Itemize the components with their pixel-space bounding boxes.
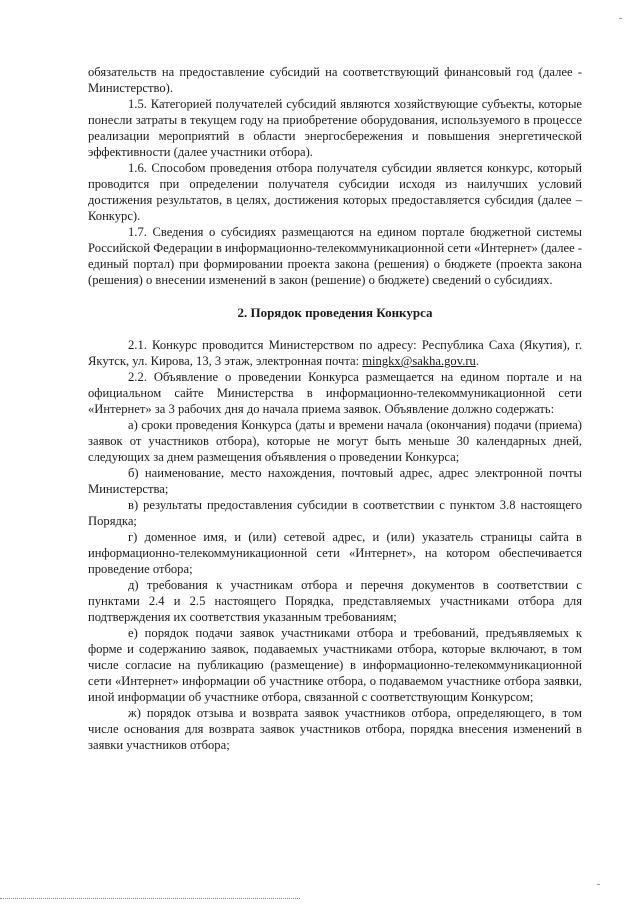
list-item-g: г) доменное имя, и (или) сетевой адрес, и (или) указатель страницы сайта в информационно-телекоммуникационной сети «Интернет», на котором обеспечивается проведение отбора; [88, 530, 582, 576]
paragraph-1-5: 1.5. Категорией получателей субсидий являются хозяйствующие субъекты, которые понесли затраты в текущем году на приобретение оборудования, используемого в процессе реализации мероприятий в области энергосбережения и повышения энергетической эффективности (далее участники отбора). [88, 97, 582, 159]
list-item-e: е) порядок подачи заявок участниками отбора и требований, предъявляемых к форме и содержанию заявок, подаваемых участниками отбора, которые включают, в том числе согласие на публикацию (размещение) в информационно-телекоммуникационной сети «Интернет» информации об участнике отбора, о подаваемом участнике отбора заявки, иной информации об участнике отбора, связанной с соответствующим Конкурсом; [88, 626, 582, 704]
paragraph-2-1-end: . [475, 354, 480, 368]
paragraph-continuation: обязательств на предоставление субсидий на соответствующий финансовый год (далее - Министерство). [88, 65, 582, 95]
scan-mark-bottom [597, 884, 600, 885]
list-item-d: д) требования к участникам отбора и перечня документов в соответствии с пунктами 2.4 и 2.5 настоящего Порядка, представляемых участниками отбора для подтверждения их соответствия указанным требованиям; [88, 578, 582, 624]
list-item-a: а) сроки проведения Конкурса (даты и времени начала (окончания) подачи (приема) заявок от участников отбора), которые не могут быть меньше 30 календарных дней, следующих за днем размещения объявления о проведении Конкурса; [88, 418, 582, 464]
paragraph-1-6: 1.6. Способом проведения отбора получателя субсидии является конкурс, который проводится при определении получателя субсидии исходя из наилучших условий достижения результатов, в целях, достижения которых предоставляется субсидия (далее – Конкурс). [88, 161, 582, 223]
paragraph-2-1-text: 2.1. Конкурс проводится Министерством по адресу: Республика Саха (Якутия), г. Якутск, ул. Кирова, 13, 3 этаж, электронная почта: [88, 338, 582, 368]
list-item-zh: ж) порядок отзыва и возврата заявок участников отбора, определяющего, в том числе основания для возврата заявок участников отбора, порядка внесения изменений в заявки участников отбора; [88, 706, 582, 752]
scan-mark-top [619, 18, 622, 19]
scan-edge-dots [0, 897, 300, 899]
list-item-b: б) наименование, место нахождения, почтовый адрес, адрес электронной почты Министерства; [88, 466, 582, 496]
paragraph-1-7: 1.7. Сведения о субсидиях размещаются на едином портале бюджетной системы Российской Федерации в информационно-телекоммуникационной сети «Интернет» (далее - единый портал) при формировании проекта закона (решения) о бюджете (проекта закона (решения) о внесении изменений в закон (решение) о бюджете) сведений о субсидиях. [88, 225, 583, 287]
section-heading: 2. Порядок проведения Конкурса [237, 305, 433, 320]
email-link[interactable]: mingkx@sakha.gov.ru [362, 354, 476, 368]
list-item-v: в) результаты предоставления субсидии в соответствии с пунктом 3.8 настоящего Порядка; [88, 498, 582, 528]
paragraph-2-2: 2.2. Объявление о проведении Конкурса размещается на едином портале и на официальном сайте Министерства в информационно-телекоммуникационной сети «Интернет» за 3 рабочих дня до начала приема заявок. Объявление должно содержать: [88, 370, 582, 416]
paragraph-2-1 [88, 337, 582, 369]
